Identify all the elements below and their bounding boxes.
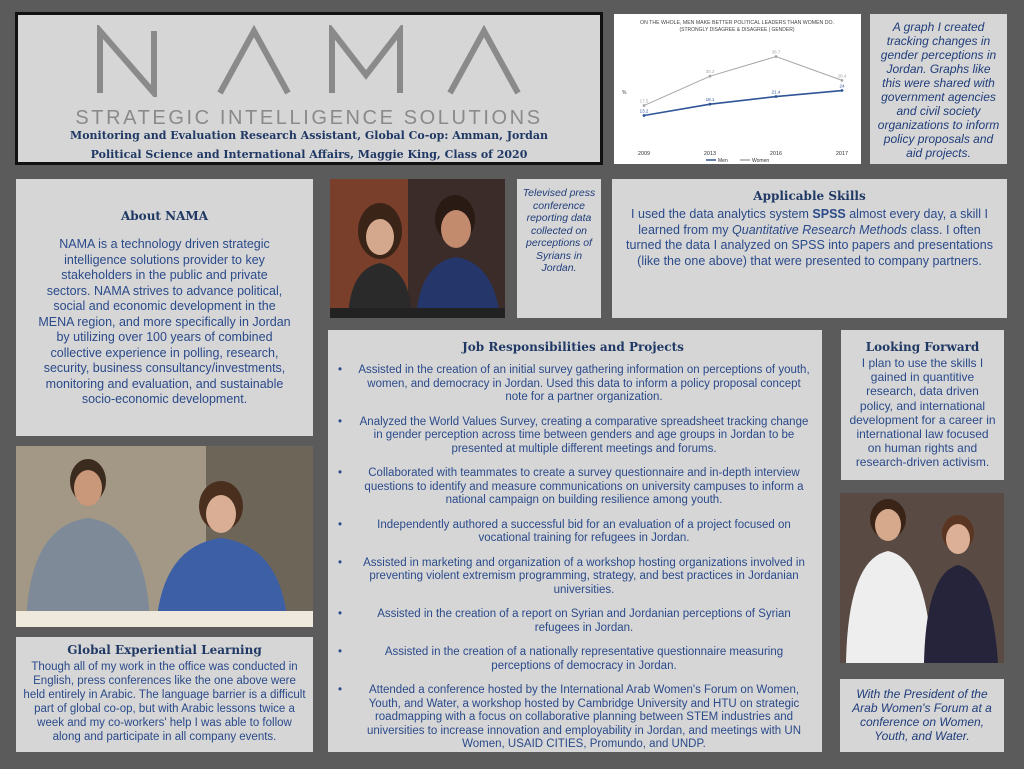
graph-caption: A graph I created tracking changes in gender perceptions in Jordan. Graphs like this were shared with government agencies and civil society organizations to inform policy proposals and aid projects.	[870, 14, 1007, 164]
forward-body: I plan to use the skills I gained in quantitive research, data driven policy, and international development for a career in international law focused on human rights and research-driven activism.	[849, 356, 996, 470]
about-body: NAMA is a technology driven strategic intelligence solutions provider to key stakeholders in the public and private sectors. NAMA strives to advance political, social and economic development in the MENA region, and more specifically in Jordan by utilizing over 100 years of combined collective experience in polling, research, security, business consultancy/investments, monitoring and evaluation, and sustainable socio-economic development.	[38, 237, 291, 406]
x-tick-label: 2013	[703, 151, 717, 157]
x-tick-label: 2016	[769, 151, 783, 157]
jobs-list	[336, 364, 810, 752]
data-point	[709, 75, 712, 78]
skills-text-3: class. I often turned the data I analyzed on SPSS into papers and presentations (like the one above) that were presented to company partners.	[626, 222, 993, 268]
office-photo-art	[16, 446, 313, 627]
poster-header	[15, 12, 603, 165]
job-item: • Attended a conference hosted by the International Arab Women's Forum on Women, Youth, and Water, a workshop hosted by Cambridge University and HTU on strategic roadmapping with a focus on collaborative planning between STEM industries and universities to increase innovation and employability in Jordan, and meetings with UN Women, USAID CITIES, Promundo, and UNDP.	[336, 684, 810, 752]
jobs-title: Job Responsibilities and Projects	[462, 340, 684, 354]
applicable-skills-panel	[612, 179, 1007, 318]
chart-canvas	[614, 14, 861, 164]
press-photo-art	[330, 179, 505, 318]
job-responsibilities-panel	[328, 330, 822, 752]
student-info: Political Science and International Affairs, Maggie King, Class of 2020	[90, 148, 528, 161]
x-tick-label: 2017	[835, 151, 849, 157]
data-label: 21.4	[771, 89, 781, 95]
data-point	[709, 103, 712, 106]
gel-title: Global Experiential Learning	[67, 643, 262, 657]
data-label: 24	[839, 83, 845, 89]
job-item: • Assisted in the creation of a report on Syrian and Jordanian perceptions of Syrian refugees in Jordan.	[336, 608, 810, 635]
data-label: 18.1	[705, 97, 715, 103]
president-caption: With the President of the Arab Women's Forum at a conference on Women, Youth, and Water.	[840, 679, 1004, 752]
global-experiential-learning-panel	[16, 637, 313, 752]
nama-logo	[90, 25, 530, 97]
series-line-men	[644, 91, 842, 116]
looking-forward-panel	[841, 330, 1004, 480]
data-point	[643, 104, 646, 107]
skills-title: Applicable Skills	[753, 189, 866, 203]
job-item: • Assisted in marketing and organization of a workshop hosting organizations involved in preventing violent extremism programming, strategy, and best practices in Jordanian universities.	[336, 557, 810, 598]
company-tagline: STRATEGIC INTELLIGENCE SOLUTIONS	[75, 107, 543, 129]
skills-course: Quantitative Research Methods	[732, 222, 908, 237]
job-item: • Assisted in the creation of a nationally representative questionnaire measuring perceptions of democracy in Jordan.	[336, 646, 810, 673]
about-title: About NAMA	[120, 209, 209, 223]
skills-spss: SPSS	[812, 207, 846, 221]
skills-body	[620, 207, 999, 269]
job-item: • Independently authored a successful bid for an evaluation of a project focused on vocational training for refugees in Jordan.	[336, 519, 810, 546]
data-point	[775, 95, 778, 98]
chart-subtitle: (STRONGLY DISAGREE & DISAGREE | GENDER)	[679, 27, 795, 33]
press-conference-photo	[330, 179, 505, 318]
legend-label: Women	[752, 158, 770, 164]
job-item: • Collaborated with teammates to create a survey questionnaire and in-depth interview questions to identify and measure communications on university campuses to inform a national campaign on building resilience among youth.	[336, 467, 810, 508]
gel-body: Though all of my work in the office was conducted in English, press conferences like the one above were held entirely in Arabic. The language barrier is a difficult part of global co-op, but with Arabic lessons twice a week and my co-workers' help I was able to follow along and participate in all company events.	[23, 661, 306, 743]
job-item: • Analyzed the World Values Survey, creating a comparative spreadsheet tracking change in gender perception across time between genders and age groups in Jordan to be presented at multiple different meetings and forums.	[336, 416, 810, 457]
about-nama-panel	[16, 179, 313, 436]
y-axis-label: %	[622, 90, 627, 96]
job-role: Monitoring and Evaluation Research Assistant, Global Co-op: Amman, Jordan	[70, 129, 548, 142]
data-label: 13.2	[639, 108, 649, 114]
series-line-women	[644, 57, 842, 106]
office-photo	[16, 446, 313, 627]
president-photo-art	[840, 493, 1004, 663]
press-caption: Televised press conference reporting data collected on perceptions of Syrians in Jordan.	[517, 179, 601, 318]
data-label: 30.2	[705, 69, 715, 75]
data-point	[775, 55, 778, 58]
chart-title: ON THE WHOLE, MEN MAKE BETTER POLITICAL LEADERS THAN WOMEN DO.	[640, 20, 834, 26]
data-point	[643, 114, 646, 117]
data-label: 38.7	[771, 49, 781, 55]
president-photo	[840, 493, 1004, 663]
gender-perception-chart	[614, 14, 861, 164]
data-point	[841, 89, 844, 92]
data-label: 28.4	[837, 73, 847, 79]
job-item: • Assisted in the creation of an initial survey gathering information on perceptions of youth, women, and democracy in Jordan. Used this data to inform a policy proposal concept note for a partner organization.	[336, 364, 810, 405]
skills-text-1: I used the data analytics system	[631, 207, 813, 221]
skills-text-2: almost every day, a skill I learned from my	[638, 207, 988, 237]
data-label: 17.5	[639, 98, 649, 104]
x-tick-label: 2009	[637, 151, 651, 157]
forward-title: Looking Forward	[865, 340, 980, 354]
data-point	[841, 79, 844, 82]
legend-label: Men	[718, 158, 728, 164]
